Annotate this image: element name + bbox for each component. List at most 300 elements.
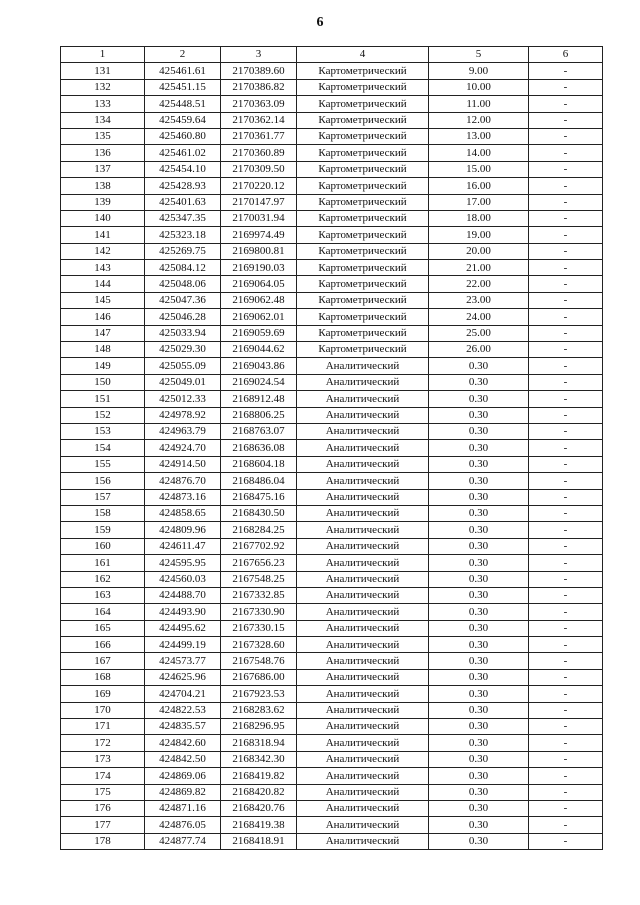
accuracy-cell: 0.30 (429, 456, 529, 472)
y-coordinate-cell: 2168806.25 (221, 407, 297, 423)
table-row (61, 407, 603, 423)
y-coordinate-cell: 2168486.04 (221, 473, 297, 489)
accuracy-cell: 0.30 (429, 768, 529, 784)
note-cell: - (529, 292, 603, 308)
y-coordinate-cell: 2169062.48 (221, 292, 297, 308)
note-cell: - (529, 571, 603, 587)
note-cell: - (529, 358, 603, 374)
x-coordinate-cell: 425461.02 (145, 145, 221, 161)
x-coordinate-cell: 425461.61 (145, 63, 221, 79)
note-cell: - (529, 260, 603, 276)
y-coordinate-cell: 2167328.60 (221, 637, 297, 653)
table-row (61, 800, 603, 816)
note-cell: - (529, 210, 603, 226)
note-cell: - (529, 456, 603, 472)
note-cell: - (529, 145, 603, 161)
table-row (61, 194, 603, 210)
point-number-cell: 136 (61, 145, 145, 161)
y-coordinate-cell: 2168475.16 (221, 489, 297, 505)
table-row (61, 473, 603, 489)
point-number-cell: 178 (61, 833, 145, 849)
method-cell: Аналитический (297, 833, 429, 849)
accuracy-cell: 15.00 (429, 161, 529, 177)
note-cell: - (529, 96, 603, 112)
y-coordinate-cell: 2169044.62 (221, 342, 297, 358)
point-number-cell: 174 (61, 768, 145, 784)
table-row (61, 210, 603, 226)
method-cell: Аналитический (297, 784, 429, 800)
point-number-cell: 134 (61, 112, 145, 128)
table-row (61, 637, 603, 653)
header-row (61, 47, 603, 63)
accuracy-cell: 0.30 (429, 604, 529, 620)
x-coordinate-cell: 424869.06 (145, 768, 221, 784)
point-number-cell: 154 (61, 440, 145, 456)
point-number-cell: 144 (61, 276, 145, 292)
column-header-2: 2 (145, 47, 221, 63)
accuracy-cell: 19.00 (429, 227, 529, 243)
method-cell: Аналитический (297, 735, 429, 751)
x-coordinate-cell: 424871.16 (145, 800, 221, 816)
table-row (61, 620, 603, 636)
x-coordinate-cell: 424611.47 (145, 538, 221, 554)
y-coordinate-cell: 2167330.90 (221, 604, 297, 620)
note-cell: - (529, 768, 603, 784)
table-row (61, 653, 603, 669)
table-row (61, 391, 603, 407)
x-coordinate-cell: 424822.53 (145, 702, 221, 718)
point-number-cell: 149 (61, 358, 145, 374)
point-number-cell: 160 (61, 538, 145, 554)
point-number-cell: 148 (61, 342, 145, 358)
accuracy-cell: 0.30 (429, 817, 529, 833)
x-coordinate-cell: 424842.50 (145, 751, 221, 767)
accuracy-cell: 0.30 (429, 669, 529, 685)
y-coordinate-cell: 2169024.54 (221, 374, 297, 390)
x-coordinate-cell: 424876.05 (145, 817, 221, 833)
table-row (61, 96, 603, 112)
table-row (61, 178, 603, 194)
x-coordinate-cell: 424842.60 (145, 735, 221, 751)
accuracy-cell: 26.00 (429, 342, 529, 358)
note-cell: - (529, 489, 603, 505)
method-cell: Картометрический (297, 260, 429, 276)
x-coordinate-cell: 424869.82 (145, 784, 221, 800)
y-coordinate-cell: 2169062.01 (221, 309, 297, 325)
x-coordinate-cell: 425048.06 (145, 276, 221, 292)
y-coordinate-cell: 2168342.30 (221, 751, 297, 767)
note-cell: - (529, 473, 603, 489)
point-number-cell: 156 (61, 473, 145, 489)
point-number-cell: 172 (61, 735, 145, 751)
accuracy-cell: 0.30 (429, 702, 529, 718)
table-row (61, 112, 603, 128)
note-cell: - (529, 309, 603, 325)
method-cell: Аналитический (297, 489, 429, 505)
x-coordinate-cell: 424488.70 (145, 587, 221, 603)
y-coordinate-cell: 2168296.95 (221, 719, 297, 735)
column-header-3: 3 (221, 47, 297, 63)
accuracy-cell: 0.30 (429, 555, 529, 571)
accuracy-cell: 0.30 (429, 735, 529, 751)
y-coordinate-cell: 2169190.03 (221, 260, 297, 276)
method-cell: Картометрический (297, 63, 429, 79)
point-number-cell: 171 (61, 719, 145, 735)
note-cell: - (529, 178, 603, 194)
y-coordinate-cell: 2168420.82 (221, 784, 297, 800)
x-coordinate-cell: 425012.33 (145, 391, 221, 407)
table-row (61, 505, 603, 521)
y-coordinate-cell: 2167548.76 (221, 653, 297, 669)
accuracy-cell: 22.00 (429, 276, 529, 292)
note-cell: - (529, 407, 603, 423)
note-cell: - (529, 784, 603, 800)
note-cell: - (529, 423, 603, 439)
accuracy-cell: 0.30 (429, 489, 529, 505)
note-cell: - (529, 440, 603, 456)
note-cell: - (529, 128, 603, 144)
accuracy-cell: 0.30 (429, 686, 529, 702)
table-row (61, 833, 603, 849)
x-coordinate-cell: 424499.19 (145, 637, 221, 653)
method-cell: Картометрический (297, 194, 429, 210)
y-coordinate-cell: 2167656.23 (221, 555, 297, 571)
table-row (61, 587, 603, 603)
note-cell: - (529, 702, 603, 718)
table-row (61, 456, 603, 472)
table-row (61, 571, 603, 587)
method-cell: Картометрический (297, 210, 429, 226)
method-cell: Аналитический (297, 751, 429, 767)
y-coordinate-cell: 2169800.81 (221, 243, 297, 259)
point-number-cell: 157 (61, 489, 145, 505)
note-cell: - (529, 63, 603, 79)
note-cell: - (529, 669, 603, 685)
accuracy-cell: 0.30 (429, 571, 529, 587)
x-coordinate-cell: 424835.57 (145, 719, 221, 735)
x-coordinate-cell: 425269.75 (145, 243, 221, 259)
table-row (61, 604, 603, 620)
method-cell: Аналитический (297, 538, 429, 554)
x-coordinate-cell: 425323.18 (145, 227, 221, 243)
x-coordinate-cell: 425428.93 (145, 178, 221, 194)
accuracy-cell: 10.00 (429, 79, 529, 95)
accuracy-cell: 11.00 (429, 96, 529, 112)
x-coordinate-cell: 424495.62 (145, 620, 221, 636)
y-coordinate-cell: 2168763.07 (221, 423, 297, 439)
y-coordinate-cell: 2168418.91 (221, 833, 297, 849)
point-number-cell: 167 (61, 653, 145, 669)
table-row (61, 423, 603, 439)
point-number-cell: 132 (61, 79, 145, 95)
y-coordinate-cell: 2167923.53 (221, 686, 297, 702)
column-header-4: 4 (297, 47, 429, 63)
table-header (61, 47, 603, 63)
point-number-cell: 175 (61, 784, 145, 800)
point-number-cell: 170 (61, 702, 145, 718)
note-cell: - (529, 194, 603, 210)
note-cell: - (529, 735, 603, 751)
y-coordinate-cell: 2168912.48 (221, 391, 297, 407)
coordinates-table (60, 46, 603, 850)
y-coordinate-cell: 2167332.85 (221, 587, 297, 603)
note-cell: - (529, 374, 603, 390)
method-cell: Картометрический (297, 128, 429, 144)
accuracy-cell: 0.30 (429, 374, 529, 390)
x-coordinate-cell: 424876.70 (145, 473, 221, 489)
table-row (61, 128, 603, 144)
y-coordinate-cell: 2169043.86 (221, 358, 297, 374)
point-number-cell: 161 (61, 555, 145, 571)
accuracy-cell: 0.30 (429, 505, 529, 521)
accuracy-cell: 0.30 (429, 620, 529, 636)
point-number-cell: 163 (61, 587, 145, 603)
x-coordinate-cell: 425347.35 (145, 210, 221, 226)
accuracy-cell: 0.30 (429, 391, 529, 407)
method-cell: Картометрический (297, 161, 429, 177)
accuracy-cell: 21.00 (429, 260, 529, 276)
x-coordinate-cell: 425047.36 (145, 292, 221, 308)
note-cell: - (529, 587, 603, 603)
method-cell: Аналитический (297, 522, 429, 538)
x-coordinate-cell: 425046.28 (145, 309, 221, 325)
point-number-cell: 162 (61, 571, 145, 587)
point-number-cell: 135 (61, 128, 145, 144)
point-number-cell: 176 (61, 800, 145, 816)
table-row (61, 686, 603, 702)
y-coordinate-cell: 2168419.38 (221, 817, 297, 833)
point-number-cell: 131 (61, 63, 145, 79)
method-cell: Аналитический (297, 407, 429, 423)
note-cell: - (529, 686, 603, 702)
method-cell: Аналитический (297, 800, 429, 816)
method-cell: Аналитический (297, 768, 429, 784)
y-coordinate-cell: 2170361.77 (221, 128, 297, 144)
x-coordinate-cell: 425448.51 (145, 96, 221, 112)
table-row (61, 669, 603, 685)
table-row (61, 358, 603, 374)
accuracy-cell: 0.30 (429, 833, 529, 849)
x-coordinate-cell: 424924.70 (145, 440, 221, 456)
x-coordinate-cell: 425055.09 (145, 358, 221, 374)
point-number-cell: 138 (61, 178, 145, 194)
x-coordinate-cell: 424877.74 (145, 833, 221, 849)
note-cell: - (529, 227, 603, 243)
method-cell: Аналитический (297, 604, 429, 620)
accuracy-cell: 0.30 (429, 473, 529, 489)
accuracy-cell: 20.00 (429, 243, 529, 259)
method-cell: Аналитический (297, 719, 429, 735)
method-cell: Аналитический (297, 686, 429, 702)
x-coordinate-cell: 424595.95 (145, 555, 221, 571)
point-number-cell: 142 (61, 243, 145, 259)
note-cell: - (529, 653, 603, 669)
y-coordinate-cell: 2170147.97 (221, 194, 297, 210)
note-cell: - (529, 620, 603, 636)
y-coordinate-cell: 2168636.08 (221, 440, 297, 456)
accuracy-cell: 24.00 (429, 309, 529, 325)
x-coordinate-cell: 424914.50 (145, 456, 221, 472)
accuracy-cell: 0.30 (429, 800, 529, 816)
table-row (61, 489, 603, 505)
column-header-6: 6 (529, 47, 603, 63)
method-cell: Картометрический (297, 292, 429, 308)
method-cell: Аналитический (297, 587, 429, 603)
note-cell: - (529, 833, 603, 849)
x-coordinate-cell: 425029.30 (145, 342, 221, 358)
x-coordinate-cell: 425084.12 (145, 260, 221, 276)
table-row (61, 243, 603, 259)
accuracy-cell: 9.00 (429, 63, 529, 79)
method-cell: Аналитический (297, 358, 429, 374)
note-cell: - (529, 637, 603, 653)
note-cell: - (529, 719, 603, 735)
table-row (61, 440, 603, 456)
table-row (61, 342, 603, 358)
note-cell: - (529, 817, 603, 833)
method-cell: Картометрический (297, 243, 429, 259)
y-coordinate-cell: 2168283.62 (221, 702, 297, 718)
y-coordinate-cell: 2168419.82 (221, 768, 297, 784)
x-coordinate-cell: 424625.96 (145, 669, 221, 685)
method-cell: Аналитический (297, 637, 429, 653)
method-cell: Аналитический (297, 440, 429, 456)
table-row (61, 374, 603, 390)
method-cell: Аналитический (297, 653, 429, 669)
y-coordinate-cell: 2169064.05 (221, 276, 297, 292)
point-number-cell: 158 (61, 505, 145, 521)
point-number-cell: 159 (61, 522, 145, 538)
y-coordinate-cell: 2170309.50 (221, 161, 297, 177)
note-cell: - (529, 505, 603, 521)
note-cell: - (529, 342, 603, 358)
method-cell: Аналитический (297, 620, 429, 636)
point-number-cell: 147 (61, 325, 145, 341)
note-cell: - (529, 276, 603, 292)
page-number: 6 (316, 15, 324, 30)
point-number-cell: 155 (61, 456, 145, 472)
accuracy-cell: 0.30 (429, 637, 529, 653)
y-coordinate-cell: 2167330.15 (221, 620, 297, 636)
method-cell: Аналитический (297, 473, 429, 489)
x-coordinate-cell: 424493.90 (145, 604, 221, 620)
accuracy-cell: 0.30 (429, 538, 529, 554)
table-row (61, 309, 603, 325)
point-number-cell: 146 (61, 309, 145, 325)
method-cell: Картометрический (297, 145, 429, 161)
x-coordinate-cell: 425454.10 (145, 161, 221, 177)
accuracy-cell: 0.30 (429, 440, 529, 456)
table-row (61, 751, 603, 767)
accuracy-cell: 14.00 (429, 145, 529, 161)
table-row (61, 817, 603, 833)
table-row (61, 260, 603, 276)
method-cell: Картометрический (297, 178, 429, 194)
y-coordinate-cell: 2168318.94 (221, 735, 297, 751)
point-number-cell: 169 (61, 686, 145, 702)
note-cell: - (529, 161, 603, 177)
note-cell: - (529, 538, 603, 554)
point-number-cell: 140 (61, 210, 145, 226)
point-number-cell: 152 (61, 407, 145, 423)
table-row (61, 63, 603, 79)
y-coordinate-cell: 2169974.49 (221, 227, 297, 243)
x-coordinate-cell: 424963.79 (145, 423, 221, 439)
method-cell: Аналитический (297, 817, 429, 833)
column-header-5: 5 (429, 47, 529, 63)
table-row (61, 555, 603, 571)
accuracy-cell: 16.00 (429, 178, 529, 194)
method-cell: Аналитический (297, 669, 429, 685)
method-cell: Картометрический (297, 325, 429, 341)
accuracy-cell: 13.00 (429, 128, 529, 144)
accuracy-cell: 0.30 (429, 587, 529, 603)
column-header-1: 1 (61, 47, 145, 63)
table-row (61, 702, 603, 718)
y-coordinate-cell: 2167548.25 (221, 571, 297, 587)
y-coordinate-cell: 2167686.00 (221, 669, 297, 685)
x-coordinate-cell: 425049.01 (145, 374, 221, 390)
x-coordinate-cell: 425459.64 (145, 112, 221, 128)
method-cell: Картометрический (297, 227, 429, 243)
point-number-cell: 164 (61, 604, 145, 620)
accuracy-cell: 18.00 (429, 210, 529, 226)
method-cell: Аналитический (297, 374, 429, 390)
y-coordinate-cell: 2170031.94 (221, 210, 297, 226)
point-number-cell: 150 (61, 374, 145, 390)
method-cell: Картометрический (297, 79, 429, 95)
point-number-cell: 141 (61, 227, 145, 243)
table-row (61, 522, 603, 538)
x-coordinate-cell: 425451.15 (145, 79, 221, 95)
method-cell: Картометрический (297, 309, 429, 325)
accuracy-cell: 23.00 (429, 292, 529, 308)
y-coordinate-cell: 2168284.25 (221, 522, 297, 538)
point-number-cell: 151 (61, 391, 145, 407)
table-row (61, 227, 603, 243)
x-coordinate-cell: 424560.03 (145, 571, 221, 587)
table-row (61, 325, 603, 341)
x-coordinate-cell: 424978.92 (145, 407, 221, 423)
accuracy-cell: 12.00 (429, 112, 529, 128)
x-coordinate-cell: 424573.77 (145, 653, 221, 669)
point-number-cell: 168 (61, 669, 145, 685)
y-coordinate-cell: 2170386.82 (221, 79, 297, 95)
method-cell: Картометрический (297, 96, 429, 112)
table-row (61, 276, 603, 292)
table-row (61, 538, 603, 554)
table-row (61, 161, 603, 177)
table-row (61, 735, 603, 751)
accuracy-cell: 0.30 (429, 653, 529, 669)
point-number-cell: 153 (61, 423, 145, 439)
note-cell: - (529, 800, 603, 816)
y-coordinate-cell: 2170363.09 (221, 96, 297, 112)
point-number-cell: 133 (61, 96, 145, 112)
method-cell: Картометрический (297, 342, 429, 358)
x-coordinate-cell: 425460.80 (145, 128, 221, 144)
accuracy-cell: 0.30 (429, 407, 529, 423)
accuracy-cell: 0.30 (429, 358, 529, 374)
point-number-cell: 143 (61, 260, 145, 276)
accuracy-cell: 25.00 (429, 325, 529, 341)
note-cell: - (529, 79, 603, 95)
point-number-cell: 139 (61, 194, 145, 210)
y-coordinate-cell: 2170389.60 (221, 63, 297, 79)
point-number-cell: 137 (61, 161, 145, 177)
x-coordinate-cell: 424858.65 (145, 505, 221, 521)
point-number-cell: 145 (61, 292, 145, 308)
